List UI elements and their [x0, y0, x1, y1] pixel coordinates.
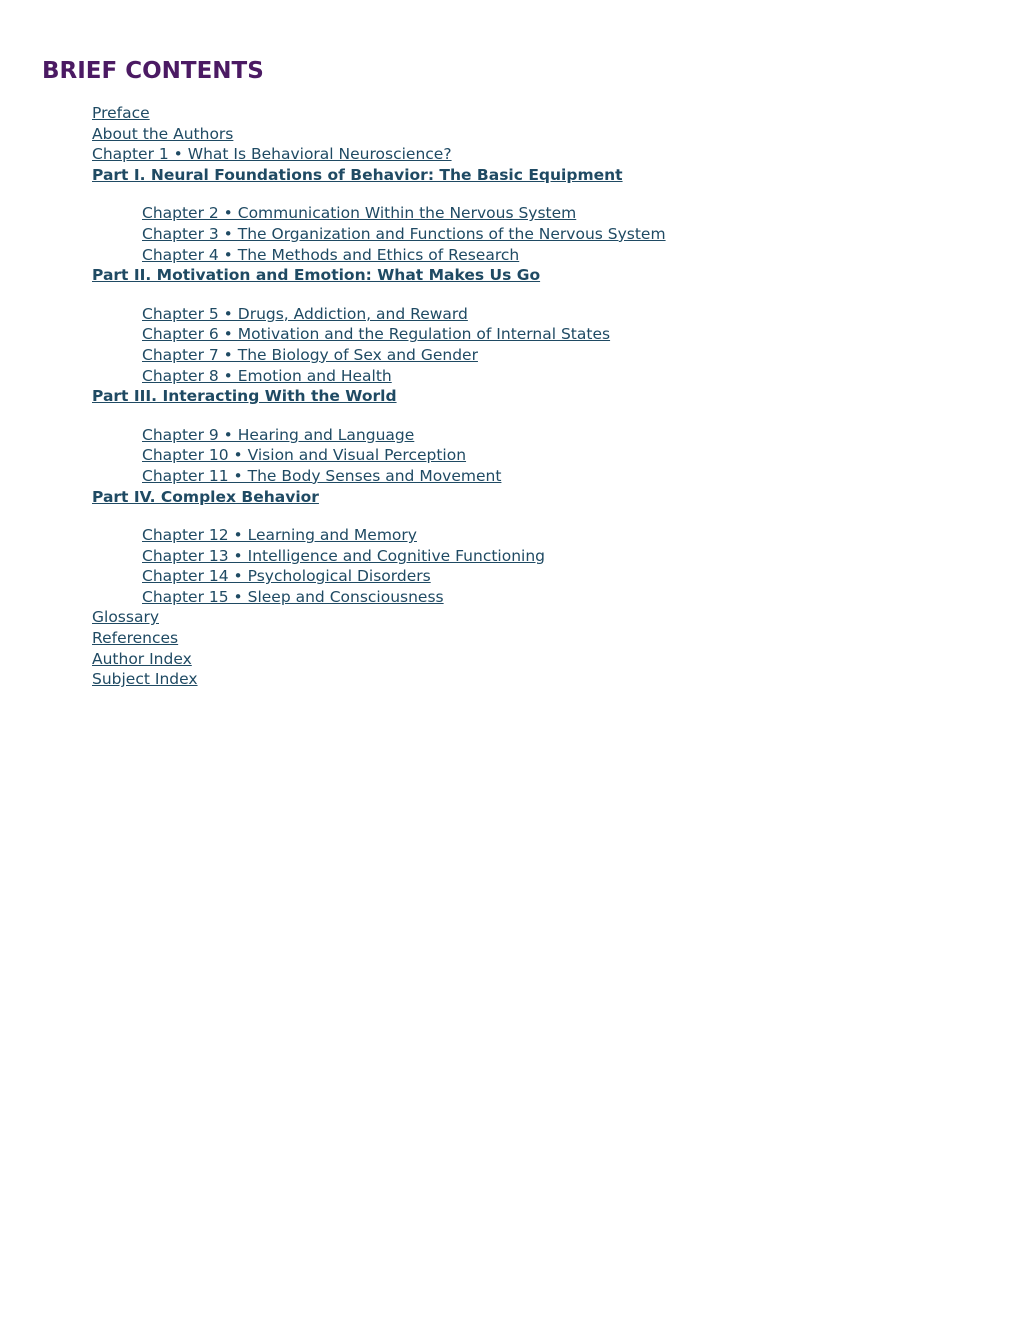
page-title: BRIEF CONTENTS — [42, 58, 264, 84]
toc-link-chapter-8[interactable]: Chapter 8 • Emotion and Health — [142, 366, 392, 385]
toc-link-subject-index[interactable]: Subject Index — [92, 670, 198, 689]
toc-link-chapter-14[interactable]: Chapter 14 • Psychological Disorders — [142, 567, 431, 586]
toc-link-chapter-13[interactable]: Chapter 13 • Intelligence and Cognitive Functioning — [142, 546, 546, 565]
part-2-chapters — [92, 304, 992, 386]
toc-link-chapter-12[interactable]: Chapter 12 • Learning and Memory — [142, 526, 417, 545]
part-1-chapters — [92, 203, 992, 265]
toc-link-chapter-4[interactable]: Chapter 4 • The Methods and Ethics of Research — [142, 245, 520, 264]
toc-link-about-the-authors[interactable]: About the Authors — [92, 124, 234, 143]
toc-link-chapter-6[interactable]: Chapter 6 • Motivation and the Regulation of Internal States — [142, 325, 611, 344]
toc-link-chapter-1[interactable]: Chapter 1 • What Is Behavioral Neuroscience? — [92, 145, 452, 164]
toc-link-references[interactable]: References — [92, 629, 179, 648]
toc-link-chapter-7[interactable]: Chapter 7 • The Biology of Sex and Gender — [142, 345, 478, 364]
toc-link-glossary[interactable]: Glossary — [92, 608, 159, 627]
toc-link-part-1[interactable]: Part I. Neural Foundations of Behavior: The Basic Equipment — [92, 165, 623, 184]
toc-link-chapter-2[interactable]: Chapter 2 • Communication Within the Nervous System — [142, 204, 577, 223]
toc-link-part-4[interactable]: Part IV. Complex Behavior — [92, 487, 319, 506]
toc-link-chapter-5[interactable]: Chapter 5 • Drugs, Addiction, and Reward — [142, 304, 468, 323]
part-4-chapters — [92, 525, 992, 607]
table-of-contents — [92, 103, 992, 690]
part-3-chapters — [92, 425, 992, 487]
toc-link-chapter-3[interactable]: Chapter 3 • The Organization and Functions of the Nervous System — [142, 224, 666, 243]
toc-link-chapter-10[interactable]: Chapter 10 • Vision and Visual Perception — [142, 446, 467, 465]
toc-link-preface[interactable]: Preface — [92, 104, 150, 122]
toc-link-part-3[interactable]: Part III. Interacting With the World — [92, 387, 397, 406]
toc-link-chapter-9[interactable]: Chapter 9 • Hearing and Language — [142, 425, 415, 444]
toc-link-part-2[interactable]: Part II. Motivation and Emotion: What Makes Us Go — [92, 266, 541, 285]
toc-link-author-index[interactable]: Author Index — [92, 649, 192, 668]
toc-link-chapter-15[interactable]: Chapter 15 • Sleep and Consciousness — [142, 587, 444, 606]
toc-link-chapter-11[interactable]: Chapter 11 • The Body Senses and Movement — [142, 466, 502, 485]
